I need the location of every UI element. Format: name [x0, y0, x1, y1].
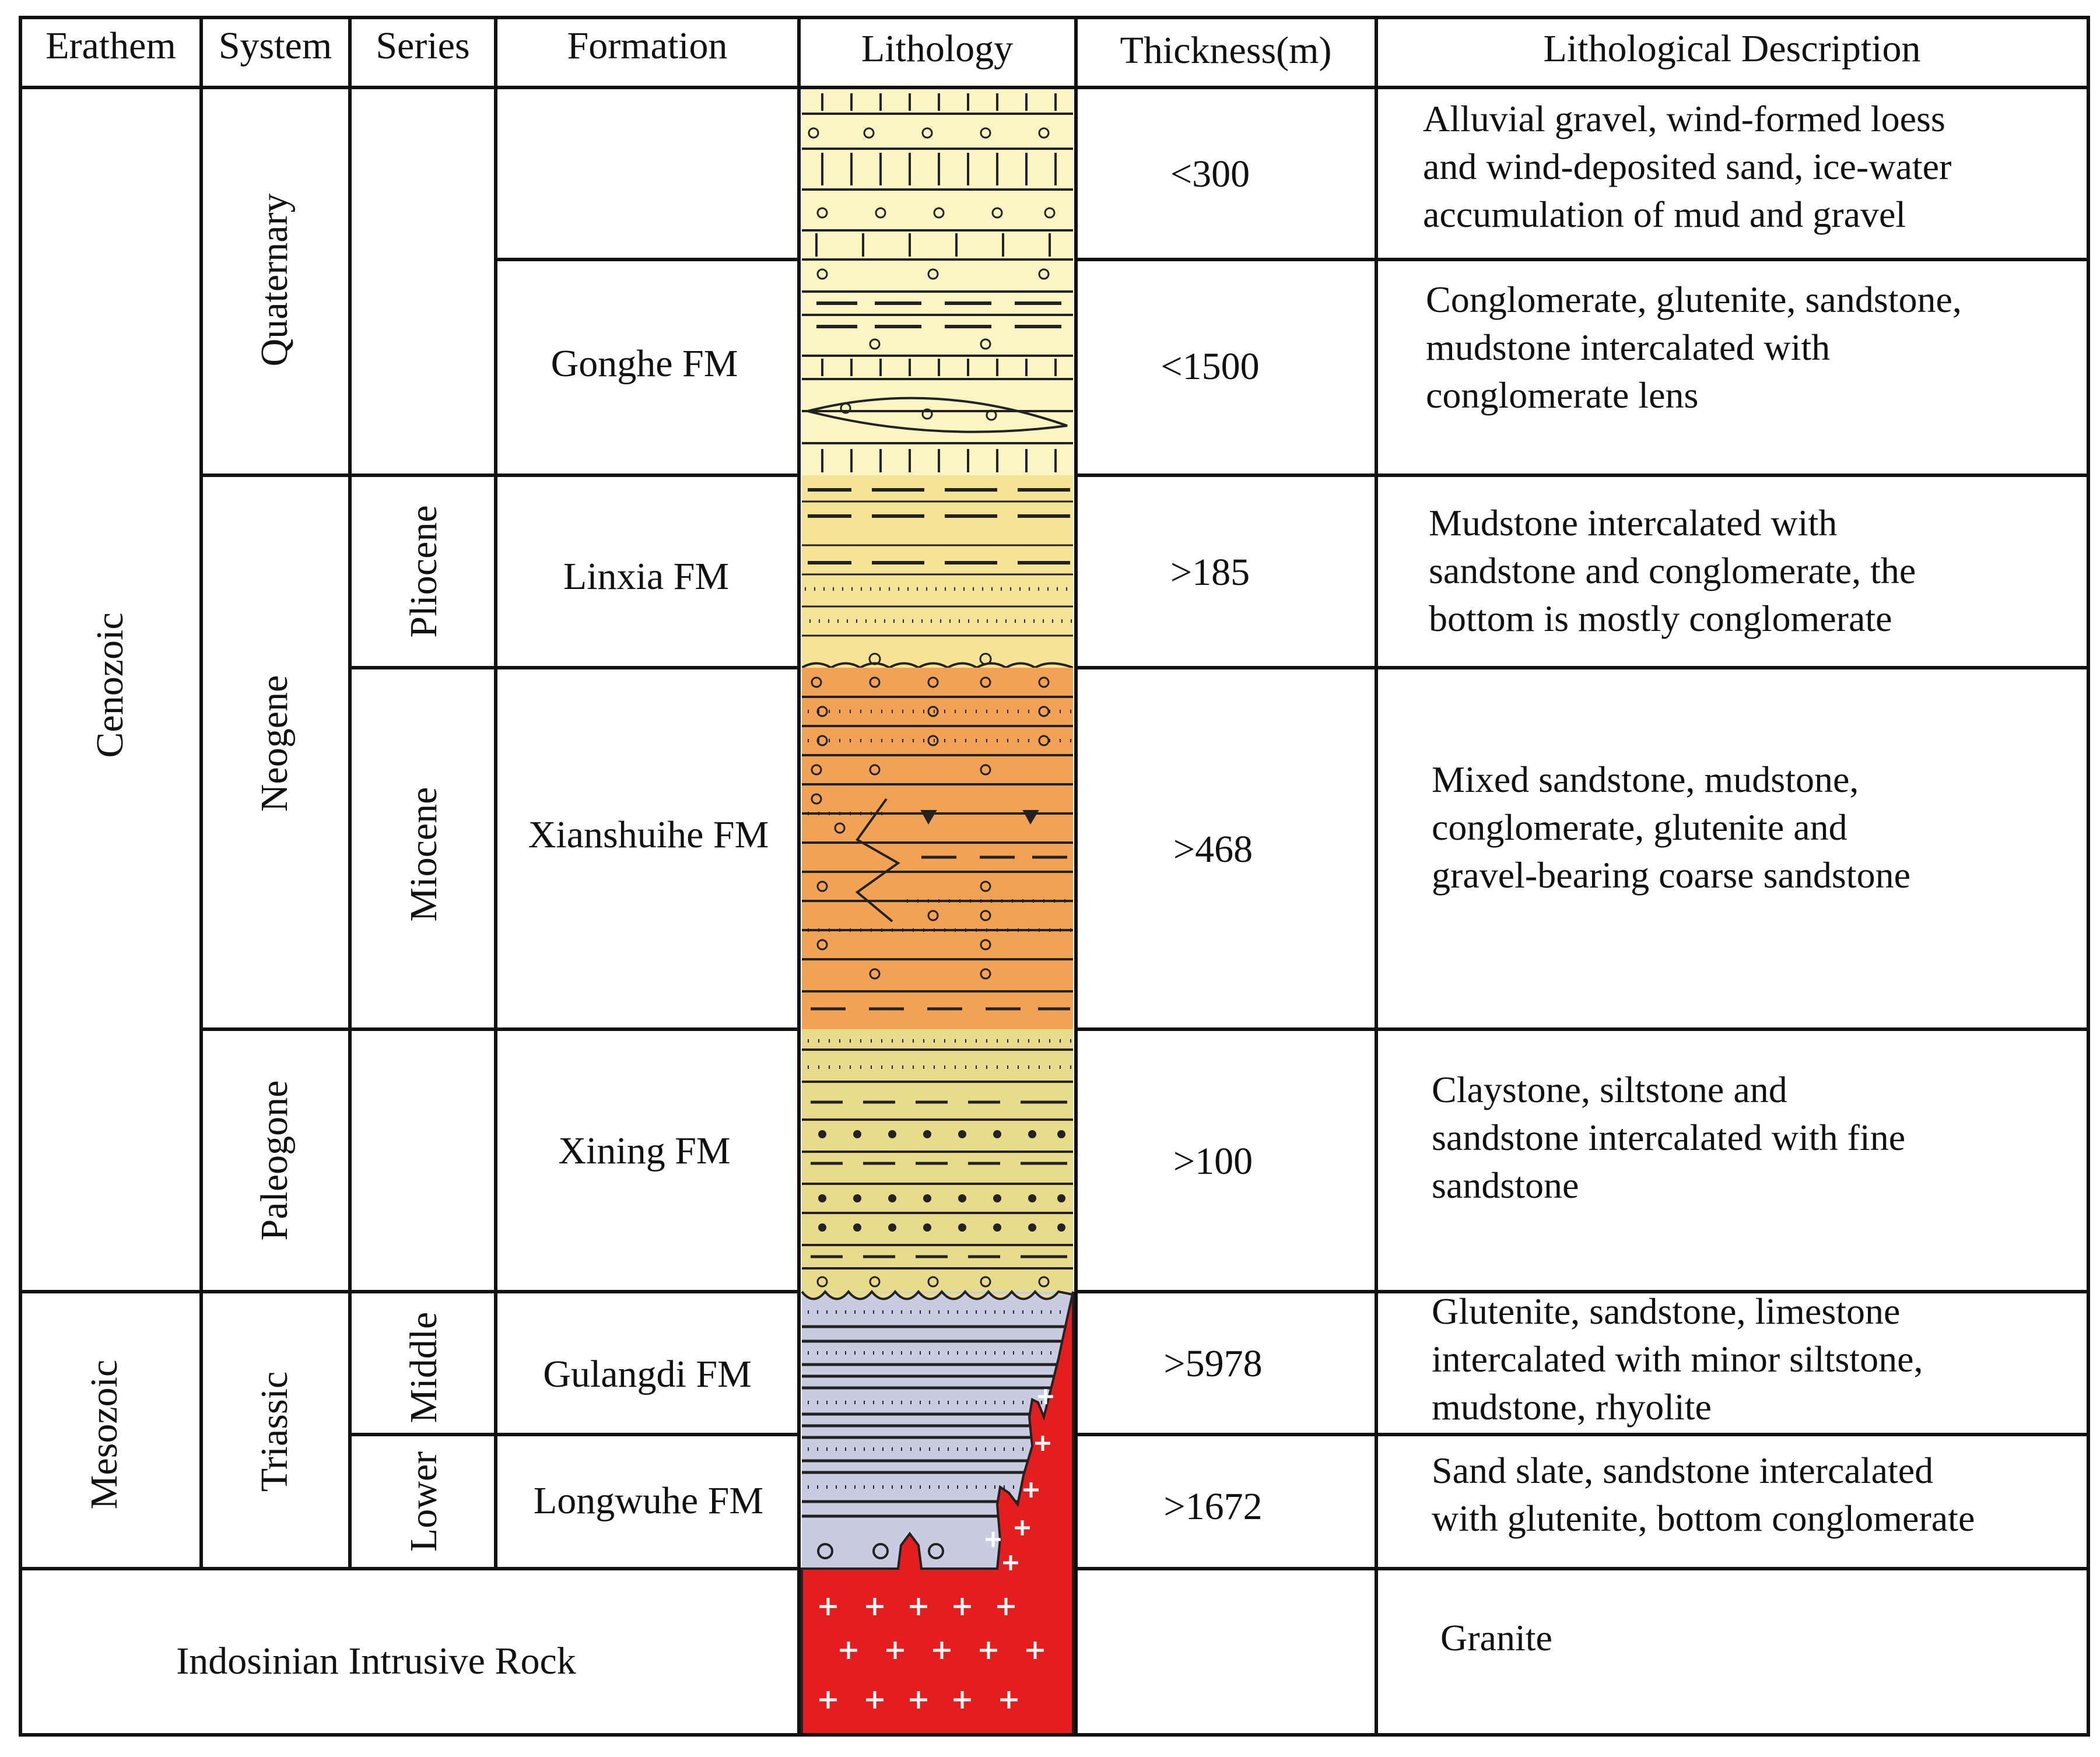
description-line: Claystone, siltstone and — [1432, 1069, 1787, 1110]
description-line: intercalated with minor siltstone, — [1432, 1338, 1923, 1380]
lithology-column — [802, 87, 1073, 1735]
system-paleogene: Paleogone — [253, 1080, 296, 1241]
system-neogene: Neogene — [253, 675, 296, 812]
description-line: gravel-bearing coarse sandstone — [1432, 854, 1910, 896]
description-line: conglomerate lens — [1426, 374, 1699, 416]
description-line: Conglomerate, glutenite, sandstone, — [1426, 279, 1962, 320]
table-header — [45, 24, 1920, 72]
thickness-gulangdi: >5978 — [1163, 1342, 1263, 1385]
description-line: accumulation of mud and gravel — [1423, 194, 1906, 235]
description-line: Mixed sandstone, mudstone, — [1432, 759, 1859, 800]
system-triassic: Triassic — [253, 1371, 296, 1492]
description-line: with glutenite, bottom conglomerate — [1432, 1498, 1975, 1539]
description-line: and wind-deposited sand, ice-water — [1423, 146, 1952, 187]
thickness-row-1: <300 — [1170, 153, 1250, 195]
description-line: Glutenite, sandstone, limestone — [1432, 1290, 1901, 1332]
thickness-longwuhe: >1672 — [1163, 1485, 1263, 1528]
system-quaternary: Quaternary — [253, 193, 296, 367]
description-line: conglomerate, glutenite and — [1432, 806, 1847, 848]
miocene-lithology-fill — [802, 668, 1073, 1029]
header-formation: Formation — [567, 24, 728, 67]
quaternary-lithology-fill — [802, 87, 1073, 475]
series-middle: Middle — [402, 1311, 445, 1423]
header-description: Lithological Description — [1543, 27, 1921, 70]
formation-xining: Xining FM — [558, 1130, 731, 1172]
formation-gonghe: Gonghe FM — [551, 342, 738, 385]
header-thickness: Thickness(m) — [1120, 29, 1332, 72]
formation-linxia: Linxia FM — [563, 555, 730, 598]
description-line: Alluvial gravel, wind-formed loess — [1423, 98, 1945, 139]
description-line: sandstone — [1432, 1165, 1579, 1206]
formation-longwuhe: Longwuhe FM — [533, 1479, 764, 1522]
description-line: bottom is mostly conglomerate — [1429, 598, 1892, 639]
thickness-xianshuihe: >468 — [1173, 828, 1253, 871]
description-line: Sand slate, sandstone intercalated — [1432, 1450, 1934, 1491]
header-system: System — [218, 24, 332, 67]
series-miocene: Miocene — [402, 787, 445, 922]
erathem-cenozoic: Cenozoic — [89, 612, 131, 758]
description-line: mudstone intercalated with — [1426, 327, 1831, 368]
formation-xianshuihe: Xianshuihe FM — [528, 813, 769, 856]
description-line: Mudstone intercalated with — [1429, 502, 1838, 543]
thickness-xining: >100 — [1173, 1140, 1253, 1183]
thickness-gonghe: <1500 — [1161, 345, 1260, 388]
header-lithology: Lithology — [861, 27, 1014, 70]
description-line: sandstone and conglomerate, the — [1429, 550, 1916, 591]
header-erathem: Erathem — [45, 24, 176, 67]
description-granite: Granite — [1440, 1617, 1552, 1658]
thickness-linxia: >185 — [1170, 551, 1250, 594]
header-series: Series — [376, 24, 470, 67]
description-line: mudstone, rhyolite — [1432, 1386, 1712, 1428]
description-line: sandstone intercalated with fine — [1432, 1117, 1906, 1158]
series-pliocene: Pliocene — [402, 505, 445, 638]
formation-gulangdi: Gulangdi FM — [543, 1353, 752, 1395]
erathem-mesozoic: Mesozoic — [83, 1359, 125, 1510]
intrusive-rock-label: Indosinian Intrusive Rock — [176, 1640, 576, 1682]
pliocene-lithology-fill — [802, 475, 1073, 668]
series-lower: Lower — [402, 1451, 445, 1552]
